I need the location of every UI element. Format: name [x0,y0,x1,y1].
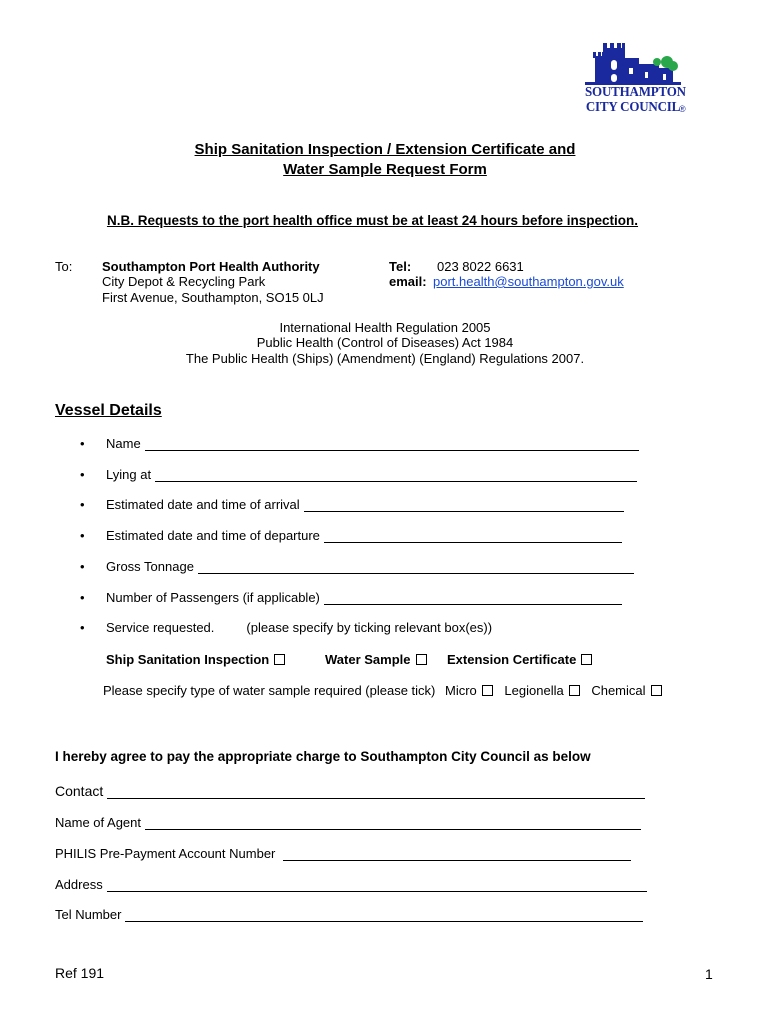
water-option-label: Legionella [504,683,564,698]
vessel-field-departure [80,528,622,543]
service-option-extension[interactable] [447,652,592,667]
contact-field [55,783,645,799]
lying-at-input-line[interactable] [155,469,637,482]
bullet: • [80,590,85,605]
registered-mark: ® [679,104,686,114]
checkbox[interactable] [274,654,285,665]
bullet: • [80,559,85,574]
service-option-label: Ship Sanitation Inspection [106,652,270,667]
departure-input-line[interactable] [324,530,622,543]
regulation-3: The Public Health (Ships) (Amendment) (England) Regulations 2007. [185,351,585,366]
service-option-label: Extension Certificate [447,652,577,667]
field-label: PHILIS Pre-Payment Account Number [55,846,276,861]
to-label: To: [55,259,73,274]
bullet: • [80,528,85,543]
field-label: Tel Number [55,907,122,922]
notice-text: N.B. Requests to the port health office must be at least 24 hours before inspection. [106,213,639,228]
name-input-line[interactable] [145,438,639,451]
service-option-water-sample[interactable] [325,652,427,667]
checkbox[interactable] [569,685,580,696]
tel-label: Tel: [389,259,412,274]
agent-field [55,815,641,830]
philis-field [55,846,631,861]
field-label: Number of Passengers (if applicable) [106,590,320,605]
tel-number-input-line[interactable] [125,909,643,922]
field-label: Name of Agent [55,815,141,830]
agent-input-line[interactable] [145,817,641,830]
field-label: Contact [55,783,104,799]
page-title-line1: Ship Sanitation Inspection / Extension Certificate and [194,141,576,158]
address-input-line[interactable] [107,879,647,892]
contact-input-line[interactable] [107,786,645,799]
bullet: • [80,436,85,451]
field-label: Estimated date and time of arrival [106,497,300,512]
field-label: Address [55,877,103,892]
vessel-field-service [80,620,492,635]
vessel-field-passengers [80,590,622,605]
field-label: Name [106,436,141,451]
service-label: Service requested. [106,620,215,635]
bullet: • [80,497,85,512]
field-label: Lying at [106,467,152,482]
service-option-label: Water Sample [325,652,411,667]
castle-icon [585,38,681,86]
water-option-micro[interactable] [445,683,493,698]
page-number: 1 [705,966,713,982]
page-title-line2: Water Sample Request Form [283,161,487,178]
vessel-details-heading: Vessel Details [55,402,162,419]
bullet: • [80,620,85,635]
field-label: Gross Tonnage [106,559,194,574]
logo-line2: CITY COUNCIL [585,98,681,115]
agreement-text: I hereby agree to pay the appropriate charge to Southampton City Council as below [55,749,591,764]
vessel-field-lying-at [80,467,637,482]
email-label: email: [389,274,427,289]
council-logo [585,38,690,118]
regulation-2: Public Health (Control of Diseases) Act 1984 [256,335,514,350]
water-option-label: Micro [445,683,477,698]
to-organisation: Southampton Port Health Authority [102,259,320,274]
arrival-input-line[interactable] [304,499,624,512]
field-label: Estimated date and time of departure [106,528,320,543]
service-option-inspection[interactable] [106,652,285,667]
vessel-field-name [80,436,639,451]
water-sample-row [103,683,662,698]
to-address-line1: City Depot & Recycling Park [102,274,266,289]
water-option-legionella[interactable] [504,683,579,698]
reference-number: Ref 191 [55,965,105,981]
checkbox[interactable] [581,654,592,665]
water-option-label: Chemical [591,683,646,698]
passengers-input-line[interactable] [324,592,622,605]
logo-line1: SOUTHAMPTON [585,83,686,100]
checkbox[interactable] [416,654,427,665]
tonnage-input-line[interactable] [198,561,634,574]
vessel-field-tonnage [80,559,634,574]
checkbox[interactable] [482,685,493,696]
water-sample-prompt: Please specify type of water sample required (please tick) [103,683,436,698]
tel-number-field [55,907,643,922]
to-address-line2: First Avenue, Southampton, SO15 0LJ [102,290,324,305]
email-link[interactable]: port.health@southampton.gov.uk [433,274,624,289]
checkbox[interactable] [651,685,662,696]
address-field [55,877,647,892]
philis-input-line[interactable] [283,848,631,861]
tel-value: 023 8022 6631 [437,259,524,274]
service-hint: (please specify by ticking relevant box(es)) [246,620,493,635]
bullet: • [80,467,85,482]
regulation-1: International Health Regulation 2005 [279,320,491,335]
water-option-chemical[interactable] [591,683,661,698]
vessel-field-arrival [80,497,624,512]
